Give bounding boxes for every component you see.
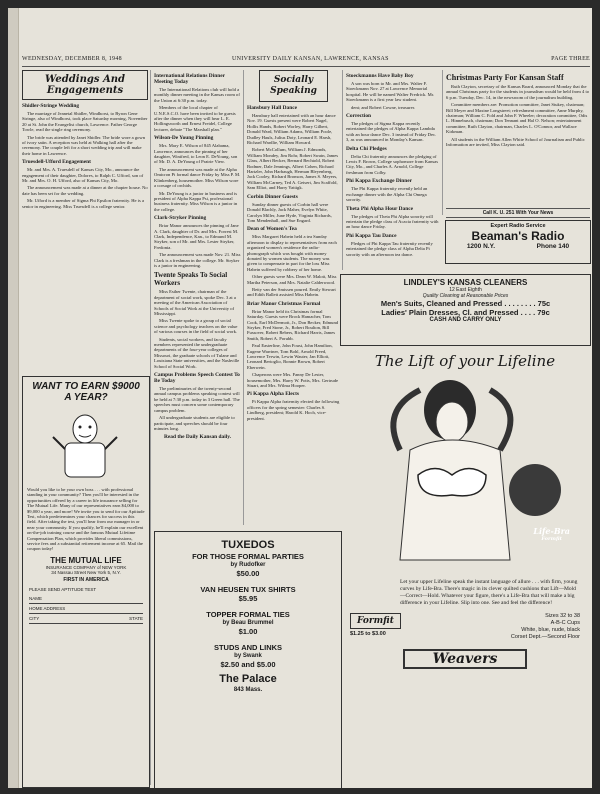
lifebra-body: Let your upper Lifeline speak the instant language of allure . . . with firm, young curves by Life-Bra. There's magic in its clever quilted cushions that Lift—Mold—Correct—Hold. Whatever your figure, there's a Life-Bra that will make a big difference in your Lifeline. Slip into one. See and feel the difference! [400, 579, 578, 606]
tux-line: TOPPER FORMAL TIES [206, 610, 290, 619]
heading: Campus Problems Speech Contest To Be Today [154, 372, 240, 385]
cleaners-line-3: CASH AND CARRY ONLY [429, 317, 502, 323]
cartoon-man-illustration [23, 407, 147, 482]
footer-note: Read the Daily Kansan daily. [164, 434, 231, 441]
tux-price: $2.50 and $5.00 [220, 660, 276, 669]
paragraph: Betty van der Smissen poured. Emily Stewart and Edith Ballett assisted Miss Habein. [247, 286, 336, 298]
paragraph: Hansbury hall entertained with an hour dance Nov. 19. Guests present were Robert Nagel, Hollis Hands, Robert Worley, Harry Gilbert, Donald Ward, William Adams, William Poole, Dudley Hauls, Julius Doty, Leonard E. Harsh, Richard Wardlie, William Howard. [247, 113, 336, 146]
colors: White, blue, nude, black [521, 627, 580, 633]
cleaners-line-1: Men's Suits, Cleaned and Pressed . . . . . . . . 75c [380, 299, 551, 308]
tux-line: by Swank [234, 653, 262, 659]
socially-speaking-banner: Socially Speaking [259, 70, 328, 102]
heading: Shidler-Stringe Wedding [22, 103, 80, 109]
column-news-4 [346, 70, 440, 270]
paragraph: A son was born to Mr. and Mrs. Walter F. Stoeckmann Nov. 27 at Lawrence Memorial hospital. He will be named Walter Fredrick. Mr. Stoeckmann is a first year law student. [346, 81, 435, 103]
weddings-banner: Weddings And Engagements [22, 70, 148, 100]
paragraph: The announcement was made Nov. 21. Miss Clark is a freshman in the college. Mr. Stryker is a junior in engineering. [154, 252, 241, 268]
cups: A-B-C Cups [550, 620, 580, 626]
paragraph: The preliminaries of the twenty-second annual campus problems speaking contest will be held at 7:30 p.m. today in 3 Green hall. The speeches must concern some contemporary campus problem. [154, 386, 240, 413]
heading: Wilson-De Young Pinning [154, 135, 214, 142]
paragraph: Miss Margaret Habein held a tea Sunday afternoon to display to representatives from each organized women's residence the radio-phonograph which was bought with money donated by women students. The money was given to compensate in part for the loss Miss Habein suffered by robbery of her home. [247, 234, 337, 272]
heading: Briar Manor Christmas Formal [247, 300, 321, 307]
heading: Stoeckmanns Have Baby Boy [346, 73, 414, 79]
masthead-page: PAGE THREE [551, 56, 590, 62]
paragraph: The Phi Kappa fraternity recently held an exchange dinner with the Alpha Chi Omega sorority. [346, 186, 428, 203]
city-state-row [29, 614, 143, 624]
radio-contact [446, 243, 590, 250]
tux-price: $1.00 [238, 627, 258, 636]
heading: Theta Phi Alpha Hour Dance [346, 205, 413, 212]
call-news-line: Call K. U. 251 With Your News [446, 208, 590, 218]
tux-line: TUXEDOS [221, 539, 275, 551]
department: Corset Dept.—Second Floor [510, 634, 580, 640]
paragraph: Mrs. Mary E. Wilson of 845 Alabama, Lawrence, announces the pinning of her daughter, Winifred, to Leon E. DeYoung, son of Mr. D. A. DeYoung of Prairie View. [154, 143, 238, 165]
tux-line: by Rudofker [230, 562, 266, 568]
store-address: 843 Mass. [233, 687, 263, 693]
heading: Correction [346, 113, 372, 120]
paragraph: Mr. DeYoung is a junior in business and is president of Alpha Kappa Psi, professional business fraternity. Miss Wilson is a junior in the college. [154, 190, 238, 212]
tux-price: $50.00 [236, 569, 260, 578]
cleaners-line-2: Ladies' Plain Dresses, Cl. and Pressed . . . . 79c [381, 308, 550, 317]
heading: Phi Kappa Tau Dance [346, 232, 397, 239]
radio-phone: Phone 140 [536, 243, 570, 250]
tux-line: VAN HEUSEN TUX SHIRTS [200, 585, 296, 594]
paragraph: All undergraduate students are eligible to participate, and speeches should be four minutes long. [154, 415, 235, 431]
ad-headline: WANT TO EARN $9000 A YEAR? [32, 381, 140, 403]
radio-name: Beaman's Radio [471, 229, 565, 243]
paragraph: Committee members are: Promotion committee, Janet Stukey, chairman; Bill Meyer and Maxine Longstreet; refreshment committee, Anne Murphy, chairman; William C. Fold and John F. Wheeler; decoration committee, Odis L. Hinnebusch, chairman; Don Tennant and Hal O. Nelson; entertainment committee, Ruth Clayton, chairman, Charles L. O'Connor, and Wallace Kirkman. [446, 102, 588, 135]
radio-service: Expert Radio Service [490, 223, 546, 229]
tux-price: $5.95 [238, 594, 258, 603]
size-info [511, 613, 580, 641]
paragraph: Other guests were Mrs. Dean W. Malott, Miss Martha Peterson, and Mrs. Natalie Calderwood. [247, 274, 337, 285]
cleaners-address: 12 East Eighth [449, 287, 482, 293]
paragraph: The pledges of Theta Phi Alpha sorority will entertain the pledge class of Acacia fraternity with an hour dance Friday. [346, 213, 439, 230]
paragraph: The marriage of Jeanetal Shidler, Windhorst, to Byron Gene Stringe, also of Windhorst, took place Saturday morning, November 20 at St. John the Evangelist church, Lawrence. Father George Towle, read the single ring ceremony. [22, 111, 148, 133]
column-divider [150, 70, 151, 785]
address-field-label: HOME ADDRESS [29, 604, 143, 614]
masthead-date: WEDNESDAY, DECEMBER 8, 1948 [22, 56, 122, 62]
life-bra-ad [340, 348, 590, 784]
paragraph: The announcement was made at the Alpha Omicron Pi formal dance Friday by Miss P. M. Klinkenberg, housemother. Miss Wilson wore a corsage of orchids. [154, 166, 241, 189]
tux-line: by Beau Brummel [222, 620, 274, 626]
lifebra-sub: Formfit [541, 536, 562, 542]
paragraph: Robert McCollum, William J. Edmonds, William Mondey, Jim Rohr, Robert Swain, James Glass, Albert Becker, Bernard Bechtold, Robert Bodmer, Dale Jennings, Albert Cohen, Richard Hartzler, John Harbaugh, Herman Bleyenberg, Jack Cooley, Richard Bronson, James S. Meyers, William McCarney, Ted A. Geisert, Jim Scaffold, Sam Elliot, and Harry Yattigk. [247, 147, 339, 191]
brand-block [350, 613, 401, 641]
masthead-title: UNIVERSITY DAILY KANSAN, LAWRENCE, KANSAS [232, 56, 389, 62]
paragraph: Briar Manor announces the pinning of Jane A. Clark, daughter of Dr. and Mrs. Forrest M. Clark, Independence, Kan., to Edmund M. Stryker, son of Mr. and Mrs. Lester Stryker, Fredonia. [154, 223, 239, 250]
paragraph: Paul Easterline, John Foust, John Hamilton, Eugene Warriner, Tom Bohl, Arnold Freed, Lawrence Terwin, Lewin Wauter, Jan Elliott, Leonard Bertoglio, Bonnie Brown, Robert Eberwein. [247, 343, 333, 370]
heading: Phi Kappa Exchange Dinner [346, 178, 413, 185]
paragraph: Pi Kappa Alpha fraternity elected the following officers for the spring semester: Charles S. Lindberg, president; Harold K. Hoch, vice-president. [247, 399, 340, 421]
radio-address: 1200 N.Y. [466, 243, 495, 250]
paragraph: The pledges of Sigma Kappa recently entertained the pledges of Alpha Kappa Lambda with an hour dance Dec. 3 instead of Friday Dec. 3, as was announced in Monday's Kansan. [346, 121, 437, 143]
state-field-label: STATE [129, 615, 143, 621]
paragraph: dent; and Robert Cowne, treasurer. [351, 104, 416, 110]
column-social [247, 70, 340, 525]
tux-line: STUDS AND LINKS [213, 643, 283, 652]
lifebra-footer [340, 607, 590, 641]
heading: Christmas Party For Kansan Staff [446, 73, 564, 82]
paragraph: Delta Chi fraternity announces the pledging of Lewis F. Brown, College sophomore from Kansas City, Mo., and Charles A. Arnold, College freshman from Colby. [346, 153, 439, 175]
ad-body: Would you like to be your own boss . . . with professional standing in your community? Then you'll be interested in the opportunities offered by a career in life insurance selling for The Mutual Life. Many of our representatives earn $4,000 to $9,000 a year, and more! We invite you to send for our Aptitude Test, which predetermines your chances for success in this field. After taking the test, you'll hear from our manager in or near your community. If you qualify, he'll explain our excellent on-the-job training course and the famous Mutual Lifetime Compensation Plan, which provides liberal commissions, service fees and a substantial retirement income at 65. Mail the coupon today! [27, 487, 145, 552]
column-news-2 [154, 70, 241, 525]
heading: International Relations Dinner Meeting Today [154, 73, 225, 85]
paragraph: Briar Manor held its Christmas formal Saturday. Guests were Brock Hamacher, Tom Cook, Earl McDermott, Jr., Don Becker, Edmund Stryker, Fred Stone, Jr., Robert Boulton, Bill Fussover, Robert Rebers, Richard Harris, James Smith, Robert A. Porubb. [247, 308, 339, 341]
mutual-life-ad [22, 376, 150, 788]
paragraph: Ruth Clayton, secretary of the Kansas Board, announced Monday that the annual Christmas party for the students in journalism would be held from 4 to 6 p.m. Tuesday, Dec. 14, in the newsroom of the journalism building. [446, 84, 590, 100]
store-name: The Palace [219, 673, 277, 685]
column-divider [442, 70, 443, 215]
heading: Dean of Women's Tea [247, 226, 297, 233]
column-divider [342, 70, 343, 270]
paragraph: The bride was attended by Janet Shidler. The bride wore a gown of ivory satin. A reception was held at Walking hall after the ceremony. The couple left for a short wedding trip and will make their home in Lawrence. [22, 134, 146, 156]
paragraph: Chaperons were Mrs. Fanny De Lester, housemother, Mrs. Harry W. Potts, Mrs. Gertrude Stuart, and Mrs. Wilma Hooper. [247, 372, 339, 389]
paragraph: Members of the local chapter of U.N.E.S.C.O. have been invited to be guests after the dinner when they will hear L. E. Hollingsworth and Ernest Freidel, College lecturer, debate "The Marshall plan." [154, 105, 236, 132]
paragraph: Pledges of Phi Kappa Tau fraternity recently entertained the pledge class of Alpha Delta Pi sorority with an afternoon tea dance. [346, 240, 433, 257]
cleaners-name: LINDLEY'S KANSAS CLEANERS [403, 278, 528, 287]
column-divider [243, 70, 244, 525]
paragraph: The International Relations club will hold a monthly dinner meeting in the Kansas room of the Union at 6:30 p.m. today. [154, 87, 240, 103]
paragraph: Mr. Ufford is a member of Sigma Phi Epsilon fraternity. He is a senior in engineering. Miss Truesdell is a college senior. [22, 198, 144, 209]
coupon-form [23, 585, 149, 624]
heading: Delta Chi Pledges [346, 145, 387, 152]
paragraph: All students in the William Allen White School of Journalism and Public Information are invited, Miss Clayton said. [446, 136, 585, 148]
coupon-title: PLEASE SEND APTITUDE TEST [29, 586, 97, 592]
heading: Pi Kappa Alpha Elects [247, 391, 299, 398]
palace-tuxedo-ad [154, 531, 342, 788]
beamans-radio-ad [445, 220, 591, 264]
heading: Clark-Stryker Pinning [154, 215, 207, 222]
cleaners-tagline: Quality Cleaning at Reasonable Prices [422, 293, 509, 299]
paragraph: The announcement was made at a dinner at the chapter house. No date has been set for the wedding. [22, 185, 148, 196]
paragraph: Students, social workers, and faculty members represented the undergraduate departments of the four-year colleges of Missouri, the graduate schools of Tulane and Louisiana State universities, and the Nashville School of Social Work. [154, 336, 240, 369]
company-sub: INSURANCE COMPANY of NEW YORK [45, 564, 127, 570]
paragraph: Mr. and Mrs. A. Truesdell of Kansas City, Mo., announce the engagement of their daughter, Dolores, to Ralph C. Ufford, son of Mr. and Mrs. O. H. Ufford, also of Kansas City, Mo. [22, 167, 144, 184]
lifebra-badge [533, 526, 570, 542]
column-christmas [446, 70, 590, 215]
lindleys-cleaners-ad [340, 274, 591, 346]
sizes: Sizes 32 to 38 [545, 613, 580, 619]
newspaper-page [8, 8, 592, 788]
page-binding-edge [8, 8, 19, 788]
formfit-logo: Formfit [350, 613, 401, 629]
masthead [22, 54, 590, 67]
heading: Corbin Dinner Guests [247, 193, 298, 200]
paragraph: Miss Esther Twente, chairman of the department of social work, spoke Dec. 3 at a meeting of the American Association of Schools of Social Work at the University of Mississippi. [154, 289, 236, 316]
lifebra-tag: Life-Bra [533, 526, 570, 536]
city-field-label: CITY [29, 615, 40, 621]
heading: Hansbury Hall Dance [247, 105, 298, 111]
weavers-logo: Weavers [403, 649, 527, 669]
name-field-label: NAME [29, 594, 143, 604]
heading: Twente Speaks To Social Workers [154, 271, 228, 288]
price-range: $1.25 to $3.00 [350, 631, 386, 637]
slogan: FIRST IN AMERICA [63, 576, 109, 583]
paragraph: Sunday dinner guests of Corbin hall were Donald Blachly, Jack Maher, Evelyn White, Carolyn Miller, June Hyde, Virginia Richards, Tom Mendenhall, and Sue Engard. [247, 201, 332, 223]
tux-line: FOR THOSE FORMAL PARTIES [192, 552, 304, 561]
column-weddings [22, 70, 148, 370]
lifebra-headline: The Lift of your Lifeline [374, 352, 556, 370]
company-name: THE MUTUAL LIFE [50, 555, 122, 565]
paragraph: Miss Twente spoke to a group of social science and psychology teachers on the value of various courses in the field of social work. [154, 318, 238, 335]
heading: Truesdell-Ufford Engagement [22, 159, 91, 166]
company-address: 34 Nassau Street New York 5, N.Y. [51, 569, 121, 575]
